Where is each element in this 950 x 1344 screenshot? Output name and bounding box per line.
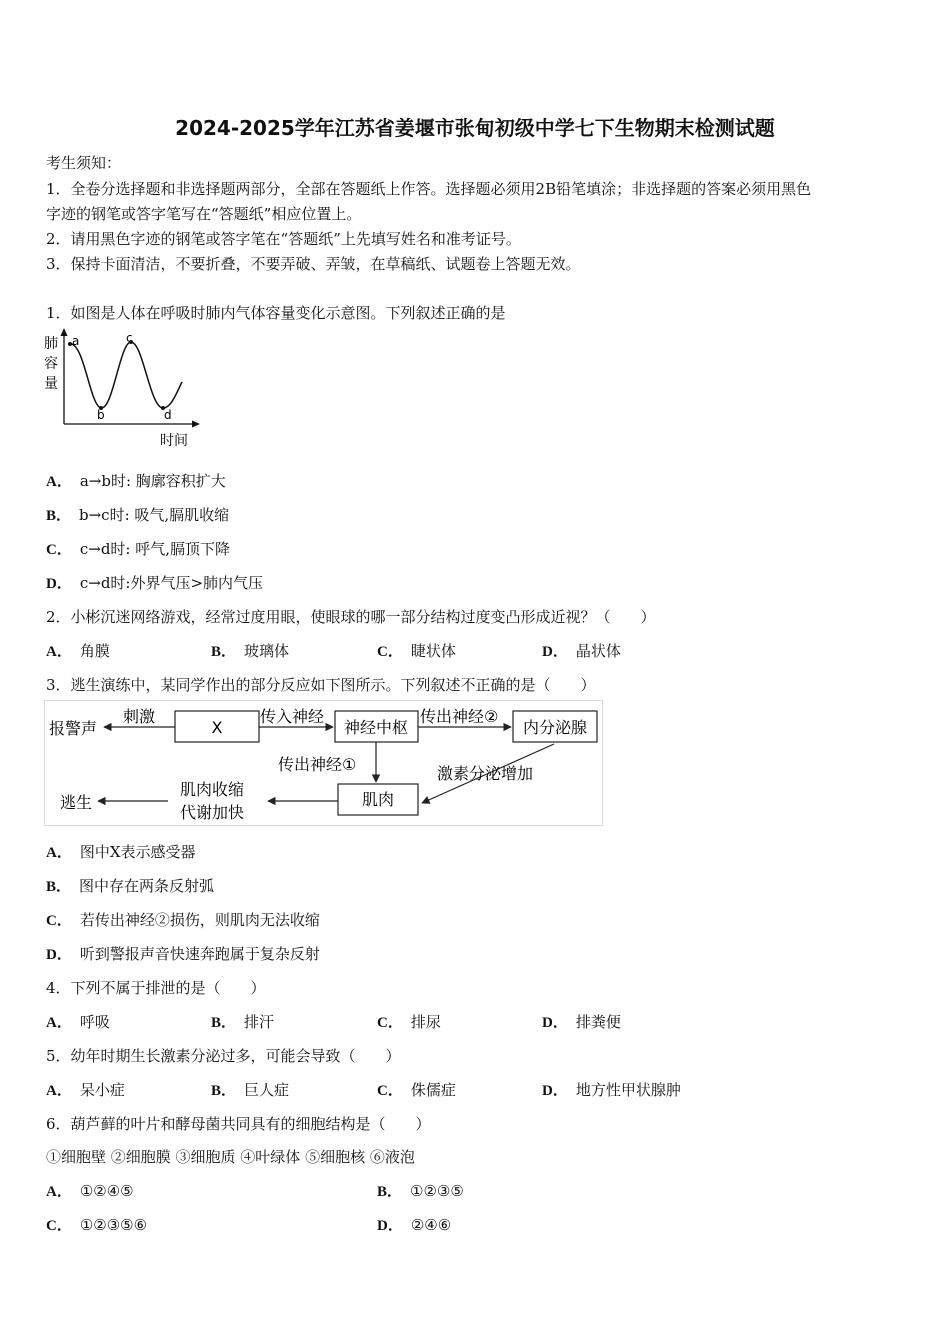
q5-option-c[interactable] bbox=[377, 1079, 456, 1100]
option-text: ①②③⑤ bbox=[410, 1182, 464, 1200]
y-label-1: 肺 bbox=[44, 336, 58, 352]
x-axis-label: 时间 bbox=[160, 433, 188, 449]
option-text: a→b时: 胸廓容积扩大 bbox=[79, 472, 226, 490]
option-key: C． bbox=[377, 1083, 403, 1099]
option-text: 图中X表示感受器 bbox=[79, 843, 196, 861]
point-b-label: b bbox=[97, 408, 105, 422]
option-text: 呆小症 bbox=[79, 1081, 125, 1099]
q6-stem: 6．葫芦藓的叶片和酵母菌共同具有的细胞结构是（ ） bbox=[46, 1115, 431, 1133]
q2-option-c[interactable] bbox=[377, 640, 456, 661]
y-label-3: 量 bbox=[44, 376, 58, 392]
q4-option-d[interactable] bbox=[542, 1011, 621, 1032]
q5-stem: 5．幼年时期生长激素分泌过多，可能会导致（ ） bbox=[46, 1047, 401, 1065]
option-text: 排粪便 bbox=[575, 1013, 621, 1031]
gland-label: 内分泌腺 bbox=[522, 718, 588, 737]
option-key: D． bbox=[542, 1015, 568, 1031]
q2-stem: 2．小彬沉迷网络游戏，经常过度用眼，使眼球的哪一部分结构过度变凸形成近视？（ ） bbox=[46, 608, 656, 626]
option-key: C． bbox=[46, 1218, 72, 1234]
option-text: 巨人症 bbox=[244, 1081, 290, 1099]
q6-option-b[interactable] bbox=[377, 1180, 464, 1201]
y-label-2: 容 bbox=[44, 356, 58, 372]
option-text: 排尿 bbox=[410, 1013, 441, 1031]
option-key: A． bbox=[46, 644, 72, 660]
option-text: 若传出神经②损伤，则肌肉无法收缩 bbox=[79, 911, 320, 929]
afferent-label: 传入神经 bbox=[260, 707, 325, 726]
q1-option-a[interactable] bbox=[46, 470, 226, 491]
option-text: 图中存在两条反射弧 bbox=[79, 877, 215, 895]
q6-option-c[interactable] bbox=[46, 1214, 147, 1235]
reflex-diagram bbox=[44, 700, 604, 828]
option-key: D． bbox=[542, 644, 568, 660]
page-title: 2024-2025学年江苏省姜堰市张甸初级中学七下生物期末检测试题 bbox=[175, 116, 775, 140]
option-key: D． bbox=[46, 576, 72, 592]
x-label: X bbox=[211, 718, 223, 737]
q5-option-b[interactable] bbox=[211, 1079, 289, 1100]
q5-option-d[interactable] bbox=[542, 1079, 681, 1100]
q3-option-a[interactable] bbox=[46, 841, 196, 862]
option-key: C． bbox=[46, 913, 72, 929]
y-axis-arrow bbox=[61, 328, 68, 336]
center-label: 神经中枢 bbox=[343, 718, 409, 737]
option-text: 排汗 bbox=[244, 1013, 275, 1031]
muscle-label: 肌肉 bbox=[361, 790, 395, 809]
q2-option-a[interactable] bbox=[46, 640, 110, 661]
x-axis-arrow bbox=[192, 421, 200, 428]
q3-option-d[interactable] bbox=[46, 943, 320, 964]
option-key: B． bbox=[211, 1083, 237, 1099]
option-key: B． bbox=[46, 508, 72, 524]
efferent1-label: 传出神经① bbox=[278, 755, 357, 774]
lung-volume-curve bbox=[70, 342, 182, 408]
option-text: 听到警报声音快速奔跑属于复杂反射 bbox=[79, 945, 320, 963]
option-text: b→c时: 吸气,膈肌收缩 bbox=[79, 506, 230, 524]
option-key: C． bbox=[377, 1015, 403, 1031]
option-key: A． bbox=[46, 845, 72, 861]
notice-item: 3．保持卡面清洁，不要折叠，不要弄破、弄皱，在草稿纸、试题卷上答题无效。 bbox=[46, 255, 581, 273]
contract-label-2: 代谢加快 bbox=[180, 803, 245, 822]
option-key: B． bbox=[46, 879, 72, 895]
option-key: B． bbox=[377, 1184, 403, 1200]
q4-option-b[interactable] bbox=[211, 1011, 274, 1032]
option-text: ②④⑥ bbox=[410, 1216, 452, 1234]
option-key: A． bbox=[46, 474, 72, 490]
option-text: c→d时:外界气压>肺内气压 bbox=[79, 574, 264, 592]
option-key: A． bbox=[46, 1184, 72, 1200]
notice-heading: 考生须知： bbox=[46, 154, 122, 172]
point-a-label: a bbox=[72, 334, 80, 348]
option-key: B． bbox=[211, 644, 237, 660]
q3-option-c[interactable] bbox=[46, 909, 320, 930]
option-text: ①②④⑤ bbox=[79, 1182, 134, 1200]
q1-option-b[interactable] bbox=[46, 504, 229, 525]
q4-option-c[interactable] bbox=[377, 1011, 441, 1032]
option-key: A． bbox=[46, 1083, 72, 1099]
q1-option-d[interactable] bbox=[46, 572, 263, 593]
q6-structure-list: ①细胞壁 ②细胞膜 ③细胞质 ④叶绿体 ⑤细胞核 ⑥液泡 bbox=[46, 1148, 415, 1166]
q5-option-a[interactable] bbox=[46, 1079, 125, 1100]
option-key: D． bbox=[377, 1218, 403, 1234]
escape-label: 逃生 bbox=[60, 793, 93, 812]
option-key: A． bbox=[46, 1015, 72, 1031]
q4-stem: 4．下列不属于排泄的是（ ） bbox=[46, 979, 266, 997]
efferent2-label: 传出神经② bbox=[420, 707, 499, 726]
stimulus-label: 刺激 bbox=[123, 707, 156, 726]
option-key: C． bbox=[46, 542, 72, 558]
option-key: D． bbox=[46, 947, 72, 963]
option-text: 呼吸 bbox=[79, 1013, 110, 1031]
q4-option-a[interactable] bbox=[46, 1011, 110, 1032]
option-text: 晶状体 bbox=[575, 642, 621, 660]
point-d-label: d bbox=[164, 408, 172, 422]
alarm-label: 报警声 bbox=[49, 719, 98, 738]
notice-item: 字迹的钢笔或答字笔写在“答题纸”相应位置上。 bbox=[46, 205, 362, 223]
q6-option-d[interactable] bbox=[377, 1214, 451, 1235]
q1-stem: 1．如图是人体在呼吸时肺内气体容量变化示意图。下列叙述正确的是 bbox=[46, 304, 506, 322]
option-text: 玻璃体 bbox=[244, 642, 290, 660]
point-c-label: c bbox=[126, 331, 133, 345]
hormone-label: 激素分泌增加 bbox=[437, 764, 534, 783]
contract-label-1: 肌肉收缩 bbox=[180, 780, 245, 799]
q2-option-b[interactable] bbox=[211, 640, 289, 661]
option-key: B． bbox=[211, 1015, 237, 1031]
option-key: C． bbox=[377, 644, 403, 660]
option-text: 侏儒症 bbox=[410, 1081, 456, 1099]
option-text: 角膜 bbox=[79, 642, 110, 660]
q3-stem: 3．逃生演练中，某同学作出的部分反应如下图所示。下列叙述不正确的是（ ） bbox=[46, 676, 596, 694]
option-text: c→d时: 呼气,膈顶下降 bbox=[79, 540, 231, 558]
q6-option-a[interactable] bbox=[46, 1180, 134, 1201]
notice-item: 1．全卷分选择题和非选择题两部分，全部在答题纸上作答。选择题必须用2B铅笔填涂；非选择题的答案必须用黑色 bbox=[46, 180, 812, 198]
option-text: ①②③⑤⑥ bbox=[79, 1216, 148, 1234]
q3-option-b[interactable] bbox=[46, 875, 214, 896]
lung-volume-graph bbox=[40, 326, 210, 450]
option-text: 地方性甲状腺肿 bbox=[575, 1081, 681, 1099]
q2-option-d[interactable] bbox=[542, 640, 621, 661]
notice-item: 2．请用黑色字迹的钢笔或答字笔在“答题纸”上先填写姓名和准考证号。 bbox=[46, 230, 521, 248]
option-key: D． bbox=[542, 1083, 568, 1099]
option-text: 睫状体 bbox=[410, 642, 456, 660]
q1-option-c[interactable] bbox=[46, 538, 230, 559]
